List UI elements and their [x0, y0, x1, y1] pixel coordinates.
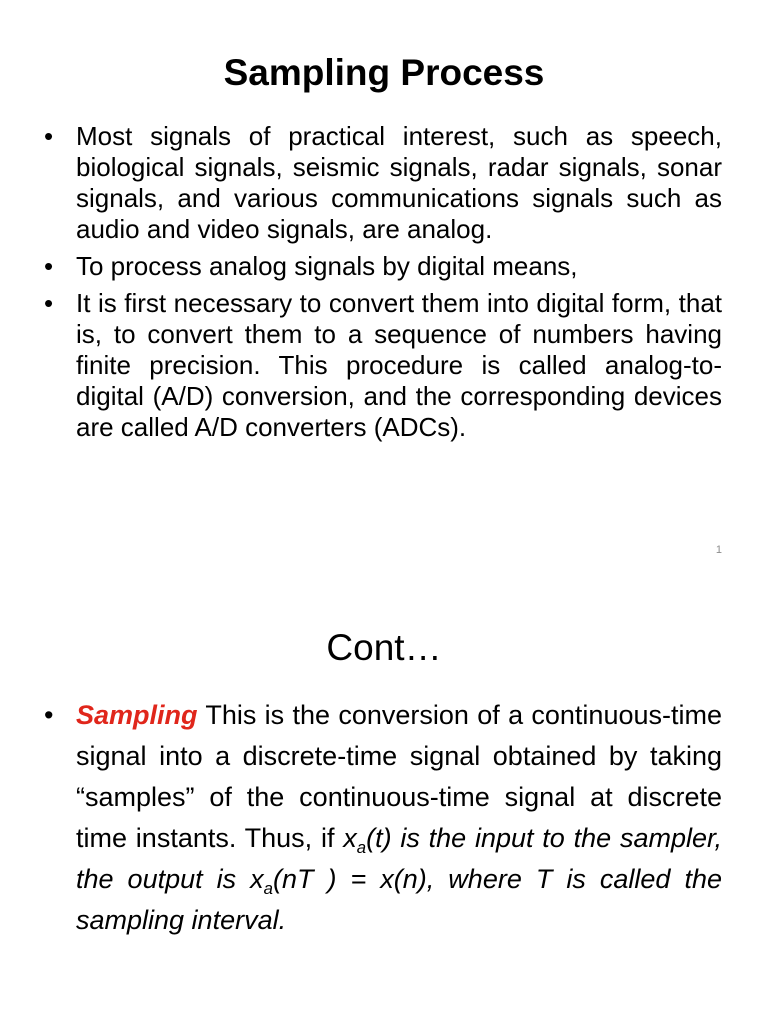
math-x: x: [250, 864, 264, 894]
bullet-icon: •: [44, 251, 54, 281]
bullet-item: [44, 251, 722, 282]
bullet-icon: •: [44, 121, 54, 151]
sampling-term: Sampling: [76, 700, 198, 730]
bullet-text: This is the conversion of a continuous-time signal into a discrete-time signal obtained by taking “samples” of the continuous-time signal at discrete time instants. Thus, if: [76, 700, 722, 853]
bullet-item: [44, 121, 722, 245]
bullet-icon: •: [44, 288, 54, 318]
bullet-item: [44, 695, 722, 941]
bullet-icon: •: [44, 700, 54, 730]
page-number: 1: [715, 544, 722, 556]
bullet-text: Most signals of practical interest, such as speech, biological signals, seismic signals, radar signals, sonar signals, and various communications signals such as audio and video signals, are analog.: [76, 121, 722, 244]
bullet-list: [44, 121, 722, 449]
bullet-text-italic: (t) is the input to the sampler, the output is: [76, 823, 722, 894]
math-subscript: a: [356, 837, 367, 857]
bullet-text: It is first necessary to convert them into digital form, that is, to convert them to a sequence of numbers having finite precision. This procedure is called analog-to-digital (A/D) conversion, and the corresponding devices are called A/D converters (ADCs).: [76, 288, 722, 442]
math-subscript: a: [263, 878, 273, 898]
math-x: x: [343, 823, 357, 853]
bullet-item: [44, 288, 722, 443]
slide-2: [0, 575, 768, 1024]
slide-title: Cont…: [326, 627, 442, 668]
slide-title: Sampling Process: [223, 52, 545, 93]
bullet-list: [44, 695, 722, 941]
bullet-text-italic: (nT ) = x(n), where T is called the sampling interval.: [76, 864, 722, 935]
bullet-text: To process analog signals by digital means,: [76, 251, 578, 281]
